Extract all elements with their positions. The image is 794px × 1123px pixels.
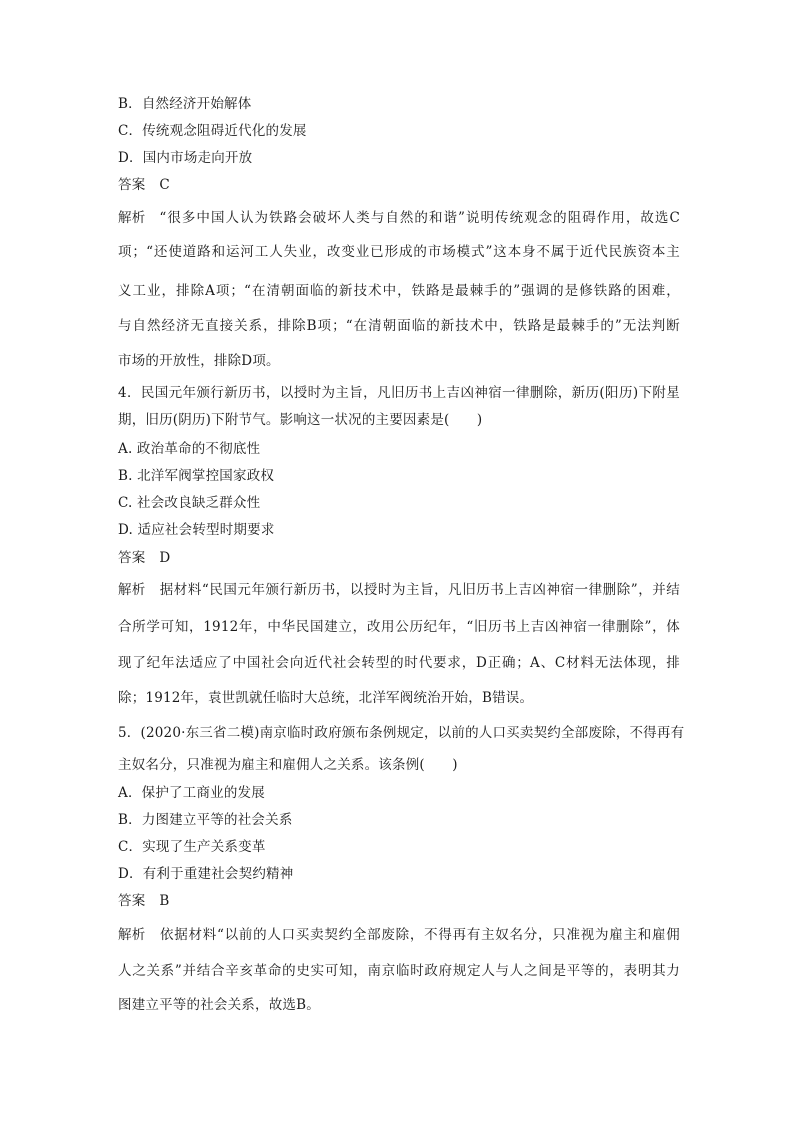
q3-option-d: D．国内市场走向开放 xyxy=(118,150,253,166)
q5-option-d: D．有利于重建社会契约精神 xyxy=(118,866,294,882)
q3-analysis-line: 市场的开放性，排除D项。 xyxy=(118,353,280,369)
q4-answer xyxy=(118,549,170,567)
q4-analysis-line: 除；1912年，袁世凯就任临时大总统，北洋军阀统治开始，B错误。 xyxy=(118,690,534,706)
q4-option-d: D. 适应社会转型时期要求 xyxy=(118,522,275,538)
analysis-label: 解析 xyxy=(118,927,146,943)
q5-stem-line: 5．(2020·东三省二模)南京临时政府颁布条例规定，以前的人口买卖契约全部废除，不得再有 xyxy=(118,725,685,741)
q4-analysis-line xyxy=(118,581,680,599)
analysis-text: “很多中国人认为铁路会破坏人类与自然的和谐”说明传统观念的阻碍作用，故选C xyxy=(159,210,680,226)
q3-option-c: C．传统观念阻碍近代化的发展 xyxy=(118,123,307,139)
q3-analysis-line: 义工业，排除A项；“在清朝面临的新技术中，铁路是最棘手的”强调的是修铁路的困难， xyxy=(118,283,680,299)
analysis-label: 解析 xyxy=(118,582,146,598)
answer-label: 答案 xyxy=(118,550,146,566)
answer-label: 答案 xyxy=(118,177,146,193)
answer-value: C xyxy=(159,177,170,193)
answer-value: D xyxy=(159,550,171,566)
q3-analysis-line xyxy=(118,209,680,227)
analysis-label: 解析 xyxy=(118,210,146,226)
q4-option-a: A. 政治革命的不彻底性 xyxy=(118,441,261,457)
analysis-text: 据材料“民国元年颁行新历书，以授时为主旨，凡旧历书上吉凶神宿一律删除”，并结 xyxy=(159,582,680,598)
answer-value: B xyxy=(159,893,170,909)
q5-stem-line: 主奴名分，只准视为雇主和雇佣人之关系。该条例( ) xyxy=(118,757,458,773)
q5-analysis-line: 图建立平等的社会关系，故选B。 xyxy=(118,997,320,1013)
q3-analysis-line: 项；“还使道路和运河工人失业，改变业已形成的市场模式”这本身不属于近代民族资本主 xyxy=(118,244,680,260)
q3-answer xyxy=(118,176,170,194)
q4-option-b: B. 北洋军阀掌控国家政权 xyxy=(118,468,275,484)
q5-option-c: C．实现了生产关系变革 xyxy=(118,839,266,855)
q5-option-b: B．力图建立平等的社会关系 xyxy=(118,812,293,828)
q4-option-c: C. 社会改良缺乏群众性 xyxy=(118,495,261,511)
q4-stem-line: 4．民国元年颁行新历书，以授时为主旨，凡旧历书上吉凶神宿一律删除，新历(阳历)下附星 xyxy=(118,385,680,401)
q4-stem-line: 期，旧历(阴历)下附节气。影响这一状况的主要因素是( ) xyxy=(118,412,483,428)
q5-analysis-line: 人之关系”并结合辛亥革命的史实可知，南京临时政府规定人与人之间是平等的，表明其力 xyxy=(118,963,680,979)
answer-label: 答案 xyxy=(118,893,146,909)
q3-analysis-line: 与自然经济无直接关系，排除B项；“在清朝面临的新技术中，铁路是最棘手的”无法判断 xyxy=(118,318,680,334)
analysis-text: 依据材料“以前的人口买卖契约全部废除，不得再有主奴名分，只准视为雇主和雇佣 xyxy=(159,927,680,943)
q4-analysis-line: 现了纪年法适应了中国社会向近代社会转型的时代要求，D正确；A、C材料无法体现，排 xyxy=(118,655,680,671)
q5-option-a: A．保护了工商业的发展 xyxy=(118,785,265,801)
q3-option-b: B．自然经济开始解体 xyxy=(118,96,252,112)
q4-analysis-line: 合所学可知，1912年，中华民国建立，改用公历纪年，“旧历书上吉凶神宿一律删除”，体 xyxy=(118,619,680,635)
q5-analysis-line xyxy=(118,926,680,944)
q5-answer xyxy=(118,892,170,910)
